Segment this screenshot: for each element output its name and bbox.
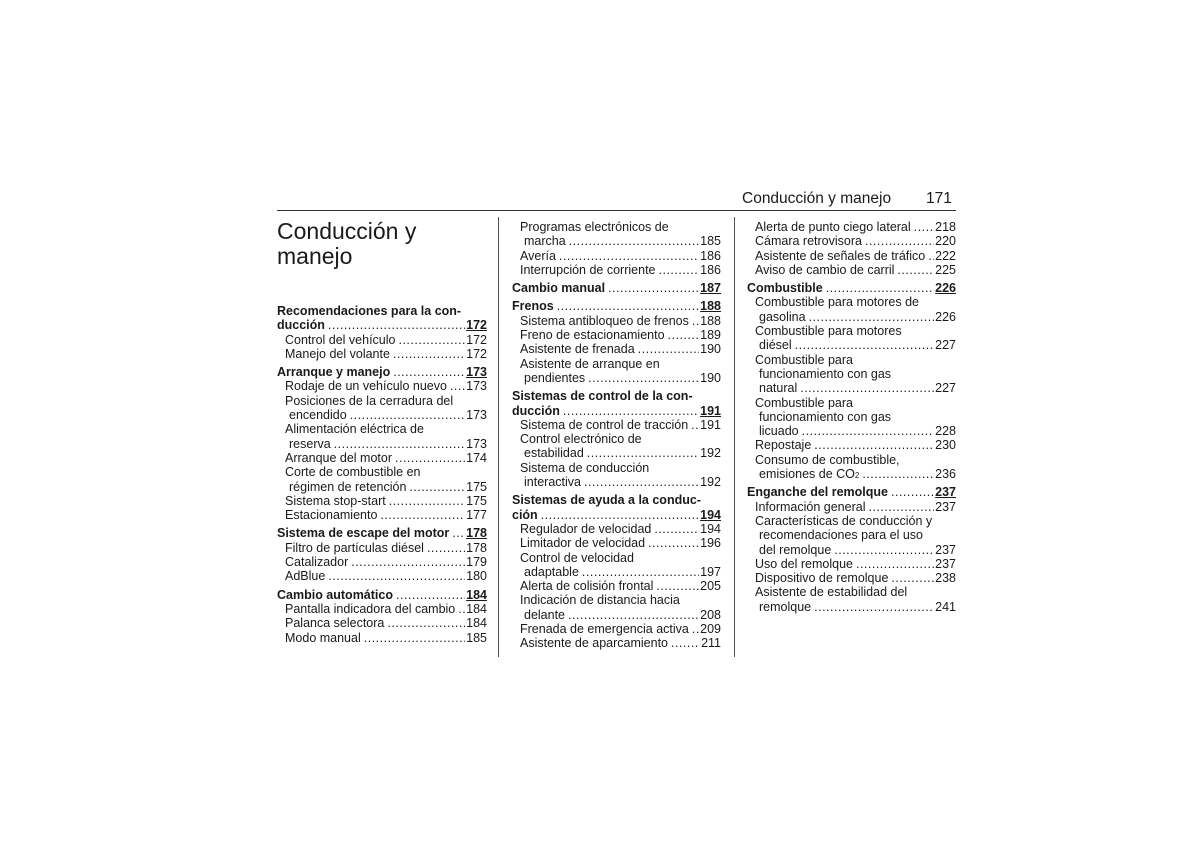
dot-leader — [826, 281, 934, 295]
toc-page-number: 179 — [466, 555, 487, 570]
chapter-title: Conducción y manejo — [277, 218, 417, 269]
toc-section-entry[interactable] — [277, 365, 487, 379]
toc-page-number: 211 — [701, 636, 721, 651]
toc-entry-title: diésel — [759, 338, 792, 353]
toc-entry-title: interactiva — [524, 475, 581, 490]
dot-leader — [638, 342, 699, 356]
toc-page-number: 173 — [466, 365, 487, 380]
dot-leader — [569, 234, 699, 248]
toc-entry-title: régimen de retención — [289, 479, 407, 494]
toc-entry-title: Sistemas de ayuda a la conduc- — [512, 493, 701, 508]
toc-subsection-entry[interactable] — [277, 508, 487, 522]
dot-leader — [668, 328, 700, 342]
toc-page-number: 225 — [935, 262, 956, 277]
toc-column-1 — [277, 304, 487, 645]
toc-entry-title: Modo manual — [285, 630, 361, 645]
toc-entry-title: Sistemas de control de la con- — [512, 389, 693, 404]
toc-entry-title: Catalizador — [285, 555, 349, 570]
running-header-title: Conducción y manejo — [742, 190, 892, 207]
toc-page-number: 178 — [466, 540, 487, 555]
toc-entry-title: Interrupción de corriente — [520, 262, 656, 277]
toc-entry-title: Dispositivo de remolque — [755, 571, 889, 586]
toc-subsection-entry[interactable] — [747, 324, 956, 353]
toc-subsection-entry[interactable] — [512, 622, 721, 636]
toc-entry-title: Recomendaciones para la con- — [277, 304, 462, 318]
toc-page-number: 172 — [466, 332, 487, 347]
toc-page-number: 220 — [935, 234, 956, 249]
toc-subsection-entry[interactable] — [747, 220, 956, 234]
toc-entry-title: Freno de estacionamiento — [520, 328, 665, 343]
dot-leader — [458, 602, 465, 616]
toc-page-number: 188 — [700, 299, 721, 314]
toc-subsection-entry[interactable] — [277, 555, 487, 569]
toc-section-entry[interactable] — [277, 588, 487, 602]
toc-page-number: 186 — [700, 262, 721, 277]
toc-page-number: 194 — [700, 507, 721, 522]
dot-leader — [559, 249, 699, 263]
toc-subsection-entry[interactable] — [277, 569, 487, 583]
toc-entry-title: Palanca selectora — [285, 616, 385, 631]
toc-page-number: 180 — [466, 569, 487, 584]
toc-section-entry[interactable] — [512, 299, 721, 313]
toc-entry-title: pendientes — [524, 370, 586, 385]
toc-entry-title: Sistema stop-start — [285, 493, 386, 508]
toc-page-number: 237 — [935, 556, 956, 571]
toc-subsection-entry[interactable] — [277, 541, 487, 555]
toc-entry-title: encendido — [289, 408, 347, 423]
dot-leader — [814, 600, 934, 614]
dot-leader — [691, 418, 699, 432]
toc-section-entry[interactable] — [512, 281, 721, 295]
dot-leader — [393, 365, 465, 379]
toc-entry-title: Arranque del motor — [285, 450, 393, 465]
toc-entry-title: Cámara retrovisora — [755, 234, 862, 249]
dot-leader — [393, 347, 465, 361]
toc-subsection-entry[interactable] — [512, 636, 721, 650]
toc-page-number: 178 — [466, 526, 487, 541]
toc-subsection-entry[interactable] — [747, 514, 956, 557]
toc-page-number: 237 — [935, 499, 956, 514]
dot-leader — [814, 438, 934, 452]
toc-entry-title: Sistema de control de tracción — [520, 417, 689, 432]
toc-entry-title: ducción — [512, 403, 560, 418]
toc-entry-title: Asistente de estabilidad del — [755, 585, 908, 600]
toc-section-entry[interactable] — [747, 281, 956, 295]
dot-leader — [692, 314, 699, 328]
toc-entry-title: Control de velocidad — [520, 550, 634, 565]
dot-leader — [328, 569, 465, 583]
toc-entry-title: Repostaje — [755, 438, 812, 453]
dot-leader — [587, 446, 699, 460]
toc-page-number: 185 — [700, 234, 721, 249]
toc-subsection-entry[interactable] — [512, 579, 721, 593]
toc-entry-title: ducción — [277, 318, 325, 333]
toc-entry-title: Enganche del remolque — [747, 485, 889, 500]
toc-entry-title: licuado — [759, 424, 799, 439]
dot-leader — [809, 310, 935, 324]
toc-column-3 — [747, 220, 956, 614]
toc-entry-title: Avería — [520, 248, 556, 263]
toc-entry-title: Control electrónico de — [520, 432, 642, 447]
toc-page-number: 230 — [935, 438, 956, 453]
toc-subsection-entry[interactable] — [277, 465, 487, 494]
dot-leader — [557, 299, 699, 313]
toc-page-number: 175 — [466, 479, 487, 494]
toc-page-number: 238 — [935, 571, 956, 586]
dot-leader — [584, 475, 699, 489]
toc-entry-title: Combustible — [747, 281, 823, 296]
toc-subsection-entry[interactable] — [512, 220, 721, 249]
toc-entry-title: Características de conducción y — [755, 513, 933, 528]
dot-leader — [387, 616, 465, 630]
dot-leader — [865, 234, 934, 248]
dot-leader — [891, 571, 934, 585]
dot-leader — [648, 536, 699, 550]
toc-subsection-entry[interactable] — [277, 631, 487, 645]
toc-entry-title: adaptable — [524, 564, 579, 579]
toc-entry-title: Alerta de punto ciego lateral — [755, 220, 911, 234]
toc-entry-title: Combustible para — [755, 352, 853, 367]
toc-section-entry[interactable] — [747, 485, 956, 499]
toc-entry-title: funcionamiento con gas — [759, 366, 892, 381]
toc-page-number: 173 — [466, 436, 487, 451]
toc-subsection-entry[interactable] — [512, 418, 721, 432]
toc-entry-title: Posiciones de la cerradura del — [285, 393, 454, 408]
dot-leader — [409, 480, 465, 494]
toc-page-number: 172 — [466, 346, 487, 361]
dot-leader — [364, 631, 465, 645]
toc-page-number: 187 — [700, 281, 721, 296]
dot-leader — [856, 557, 934, 571]
toc-page-number: 173 — [466, 408, 487, 423]
toc-subsection-entry[interactable] — [277, 379, 487, 393]
dot-leader — [396, 588, 465, 602]
toc-subsection-entry[interactable] — [277, 347, 487, 361]
toc-entry-title: reserva — [289, 436, 331, 451]
dot-leader — [582, 565, 699, 579]
header-rule — [277, 210, 956, 211]
toc-page-number: 192 — [700, 475, 721, 490]
dot-leader — [450, 379, 465, 393]
toc-subsection-entry[interactable] — [512, 342, 721, 356]
toc-page-number: 226 — [935, 309, 956, 324]
toc-entry-title: Combustible para motores — [755, 324, 902, 339]
toc-entry-title: ción — [512, 507, 538, 522]
dot-leader — [654, 522, 699, 536]
toc-page-number: 190 — [700, 370, 721, 385]
toc-page-number: 184 — [466, 616, 487, 631]
toc-subsection-entry[interactable] — [512, 536, 721, 550]
toc-page-number: 184 — [466, 587, 487, 602]
toc-page-number: 237 — [935, 542, 956, 557]
dot-leader — [692, 622, 699, 636]
toc-subsection-entry[interactable] — [512, 357, 721, 386]
toc-subsection-entry[interactable] — [277, 394, 487, 423]
dot-leader — [389, 494, 465, 508]
toc-page-number: 191 — [700, 417, 721, 432]
toc-entry-title: del remolque — [759, 542, 832, 557]
toc-entry-title: Uso del remolque — [755, 556, 853, 571]
toc-entry-title: Control del vehículo — [285, 332, 396, 347]
toc-subsection-entry[interactable] — [512, 461, 721, 490]
dot-leader — [350, 408, 465, 422]
toc-entry-title: emisiones de CO — [759, 467, 855, 482]
toc-subsection-entry[interactable] — [277, 602, 487, 616]
toc-page-number: 177 — [466, 508, 487, 523]
toc-subsection-entry[interactable] — [747, 557, 956, 571]
toc-subsection-entry[interactable] — [512, 328, 721, 342]
toc-entry-title: Regulador de velocidad — [520, 521, 652, 536]
toc-entry-title: Alerta de colisión frontal — [520, 579, 654, 594]
dot-leader — [795, 338, 934, 352]
toc-entry-title: Aviso de cambio de carril — [755, 262, 895, 277]
dot-leader — [328, 318, 465, 332]
toc-subsection-entry[interactable] — [512, 522, 721, 536]
toc-entry-title: Indicación de distancia hacia — [520, 593, 680, 608]
toc-page-number: 194 — [700, 521, 721, 536]
dot-leader — [862, 467, 934, 481]
dot-leader — [608, 281, 699, 295]
toc-section-entry[interactable] — [277, 304, 487, 333]
toc-page-number: 184 — [466, 601, 487, 616]
toc-section-entry[interactable] — [512, 493, 721, 522]
toc-entry-title: Manejo del volante — [285, 346, 390, 361]
toc-subsection-entry[interactable] — [512, 263, 721, 277]
toc-entry-title: natural — [759, 381, 798, 396]
toc-entry-title: Asistente de aparcamiento — [520, 636, 669, 651]
toc-page-number: 185 — [466, 630, 487, 645]
toc-entry-title: Frenada de emergencia activa — [520, 622, 689, 637]
toc-entry-title: Programas electrónicos de — [520, 220, 669, 234]
toc-entry-title: Sistema de escape del motor — [277, 526, 450, 541]
toc-entry-title: Información general — [755, 499, 866, 514]
dot-leader — [834, 543, 934, 557]
toc-page-number: 173 — [466, 379, 487, 394]
toc-entry-title: Frenos — [512, 299, 554, 314]
toc-entry-title: Estacionamiento — [285, 508, 378, 523]
dot-leader — [891, 485, 934, 499]
page-number: 171 — [926, 190, 952, 207]
toc-entry-title: recomendaciones para el uso — [759, 528, 923, 543]
dot-leader — [541, 508, 699, 522]
toc-subsection-entry[interactable] — [277, 422, 487, 451]
dot-leader — [351, 555, 465, 569]
toc-subsection-entry[interactable] — [747, 234, 956, 248]
toc-entry-title: Cambio automático — [277, 587, 393, 602]
toc-page-number: 226 — [935, 281, 956, 296]
toc-subsection-entry[interactable] — [512, 314, 721, 328]
toc-subsection-entry[interactable] — [277, 333, 487, 347]
toc-entry-title: Combustible para — [755, 395, 853, 410]
toc-entry-title: funcionamiento con gas — [759, 409, 892, 424]
toc-page-number: 196 — [700, 536, 721, 551]
toc-entry-title: Combustible para motores de — [755, 295, 919, 310]
toc-page-number: 191 — [700, 403, 721, 418]
toc-entry-title: marcha — [524, 234, 566, 249]
toc-entry-title: Rodaje de un vehículo nuevo — [285, 379, 447, 394]
toc-page-number: 190 — [700, 342, 721, 357]
toc-entry-title: Asistente de señales de tráfico — [755, 248, 926, 263]
toc-page-number: 188 — [700, 313, 721, 328]
toc-entry-title: gasolina — [759, 309, 806, 324]
toc-page-number: 209 — [700, 622, 721, 637]
dot-leader — [802, 424, 935, 438]
toc-entry-title: Asistente de arranque en — [520, 356, 660, 371]
toc-subsection-entry[interactable] — [512, 432, 721, 461]
column-divider — [498, 217, 499, 657]
toc-subsection-entry[interactable] — [277, 616, 487, 630]
toc-entry-title: estabilidad — [524, 446, 584, 461]
dot-leader — [659, 263, 700, 277]
dot-leader — [928, 249, 934, 263]
dot-leader — [800, 381, 934, 395]
toc-subsection-entry[interactable] — [747, 249, 956, 263]
dot-leader — [334, 437, 465, 451]
toc-entry-title: remolque — [759, 599, 812, 614]
toc-page-number: 218 — [935, 220, 956, 234]
toc-section-entry[interactable] — [512, 389, 721, 418]
toc-entry-title: Filtro de partículas diésel — [285, 540, 424, 555]
toc-entry-title: Consumo de combustible, — [755, 452, 900, 467]
toc-entry-title: Limitador de velocidad — [520, 536, 646, 551]
dot-leader — [398, 333, 465, 347]
column-divider — [734, 217, 735, 657]
toc-subsection-entry[interactable] — [512, 593, 721, 622]
toc-page-number: 227 — [935, 338, 956, 353]
toc-subsection-entry[interactable] — [747, 295, 956, 324]
toc-entry-title: Alimentación eléctrica de — [285, 422, 424, 437]
toc-subsection-entry[interactable] — [747, 438, 956, 452]
toc-page-number: 205 — [700, 579, 721, 594]
toc-entry-title: Sistema de conducción — [520, 460, 650, 475]
toc-subsection-entry[interactable] — [277, 451, 487, 465]
toc-subsection-entry[interactable] — [512, 249, 721, 263]
toc-page-number: 227 — [935, 381, 956, 396]
toc-page-number: 237 — [935, 485, 956, 500]
dot-leader — [452, 526, 465, 540]
toc-entry-title: Corte de combustible en — [285, 465, 421, 480]
toc-entry-title: Arranque y manejo — [277, 365, 391, 380]
toc-page-number: 208 — [700, 607, 721, 622]
toc-subsection-entry[interactable] — [747, 263, 956, 277]
toc-page-number: 241 — [935, 599, 956, 614]
dot-leader — [671, 636, 700, 650]
toc-page-number: 189 — [700, 328, 721, 343]
toc-subsection-entry[interactable] — [747, 571, 956, 585]
dot-leader — [568, 608, 699, 622]
dot-leader — [588, 371, 699, 385]
toc-section-entry[interactable] — [277, 526, 487, 540]
toc-page-number: 197 — [700, 564, 721, 579]
dot-leader — [914, 220, 934, 234]
dot-leader — [395, 451, 465, 465]
toc-entry-title: Asistente de frenada — [520, 342, 635, 357]
dot-leader — [656, 579, 699, 593]
toc-subsection-entry[interactable] — [747, 353, 956, 396]
toc-page-number: 186 — [700, 248, 721, 263]
toc-page-number: 236 — [935, 467, 956, 482]
toc-page-number: 174 — [466, 450, 487, 465]
toc-subsection-entry[interactable]: Consumo de combustible, emisiones de CO 2 ..... 236 — [747, 453, 956, 482]
toc-entry-title: Sistema antibloqueo de frenos — [520, 313, 689, 328]
toc-entry-title: Cambio manual — [512, 281, 606, 296]
toc-entry-title: Pantalla indicadora del cambio — [285, 601, 456, 616]
toc-page-number: 222 — [935, 248, 956, 263]
dot-leader — [380, 508, 465, 522]
toc-subsection-entry[interactable] — [277, 494, 487, 508]
dot-leader — [897, 263, 934, 277]
toc-subsection-entry[interactable] — [747, 500, 956, 514]
toc-entry-title: AdBlue — [285, 569, 326, 584]
toc-page-number: 175 — [466, 493, 487, 508]
toc-page-number: 192 — [700, 446, 721, 461]
dot-leader — [868, 500, 934, 514]
toc-subsection-entry[interactable] — [747, 396, 956, 439]
toc-page-number: 172 — [466, 318, 487, 333]
toc-page-number: 228 — [935, 424, 956, 439]
dot-leader — [563, 404, 699, 418]
toc-entry-title: delante — [524, 607, 566, 622]
toc-subsection-entry[interactable] — [747, 585, 956, 614]
toc-subsection-entry[interactable] — [512, 551, 721, 580]
toc-column-2 — [512, 220, 721, 651]
dot-leader — [427, 541, 465, 555]
